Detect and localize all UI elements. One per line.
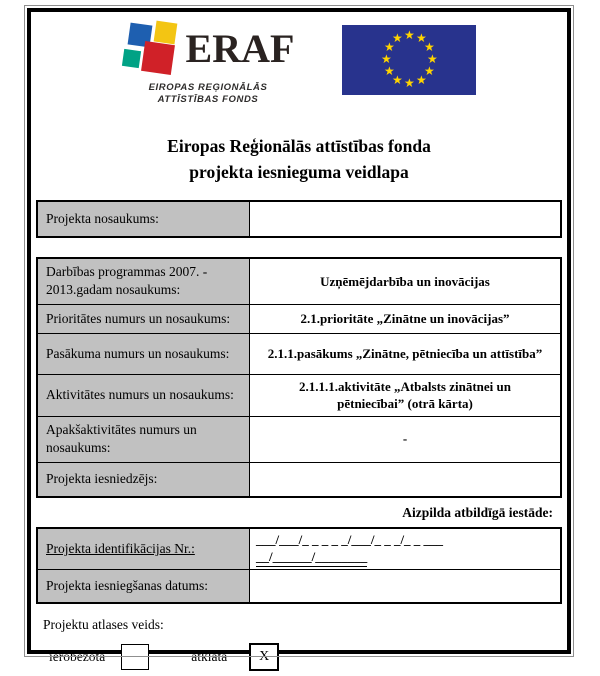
field-value-identifikacijas-nr[interactable] xyxy=(250,529,560,569)
field-label-iesniegsanas-datums: Projekta iesniegšanas datums: xyxy=(38,569,250,602)
field-value-pasakums: 2.1.1.pasākums „Zinātne, pētniecība un attīstība” xyxy=(250,333,560,374)
field-value-darbibas-programma: Uzņēmējdarbība un inovācijas xyxy=(320,273,490,289)
checkbox-atklata[interactable]: X xyxy=(249,643,279,671)
eraf-green-square-icon xyxy=(121,49,140,68)
star-icon: ★ xyxy=(424,40,435,54)
eraf-subtitle-line2: ATTĪSTĪBAS FONDS xyxy=(157,94,259,106)
responsible-authority-note: Aizpilda atbildīgā iestāde: xyxy=(402,504,553,520)
star-icon: ★ xyxy=(381,52,392,66)
field-label-identifikacijas-nr: Projekta identifikācijas Nr.: xyxy=(46,540,195,556)
page-title-line1: Eiropas Reģionālās attīstības fonda xyxy=(167,135,431,156)
star-icon: ★ xyxy=(392,73,403,87)
id-pattern-line1: ___/___/_ _ _ _ _/___/_ _ _/_ _ ___ xyxy=(256,531,444,547)
eraf-yellow-square-icon xyxy=(153,21,177,45)
star-icon: ★ xyxy=(427,52,438,66)
eraf-subtitle-line1: EIROPAS REĢIONĀLĀS xyxy=(148,82,268,93)
field-value-aktivitate: 2.1.1.1.aktivitāte „Atbalsts zinātnei un pētniecībai” (otrā kārta) xyxy=(250,374,560,416)
form-sheet xyxy=(27,8,571,664)
eraf-logo xyxy=(122,22,295,107)
star-icon: ★ xyxy=(416,31,427,45)
star-icon: ★ xyxy=(392,31,403,45)
option-label-atklata: atklāta xyxy=(191,648,228,664)
table-programme-details xyxy=(36,257,562,498)
field-label-darbibas-programma: Darbības programmas 2007. - 2013.gadam nosaukums: xyxy=(38,259,250,303)
field-value-projekta-nosaukums[interactable] xyxy=(250,202,560,236)
field-label-prioritate: Prioritātes numurs un nosaukums: xyxy=(38,304,250,333)
field-label-apaksaktivitate: Apakšaktivitātes numurs un nosaukums: xyxy=(38,416,250,462)
header xyxy=(35,22,563,107)
selection-options xyxy=(49,643,563,671)
star-icon: ★ xyxy=(384,64,395,78)
selection-type-heading: Projektu atlases veids: xyxy=(43,616,164,632)
table-identification xyxy=(36,527,562,604)
eraf-red-square-icon xyxy=(141,41,175,75)
star-icon: ★ xyxy=(404,76,415,90)
star-icon: ★ xyxy=(384,40,395,54)
page-title xyxy=(35,133,563,186)
star-icon: ★ xyxy=(404,28,415,42)
page-title-line2: projekta iesnieguma veidlapa xyxy=(189,161,409,182)
option-label-ierobezota: ierobežota xyxy=(49,648,106,664)
field-label-projekta-iesniedzejs: Projekta iesniedzējs: xyxy=(38,462,250,496)
field-value-iesniegsanas-datums[interactable] xyxy=(250,569,560,602)
eu-flag-icon xyxy=(342,25,476,95)
eraf-logo-icon xyxy=(122,22,182,76)
eraf-subtitle xyxy=(149,82,268,107)
id-pattern-line2: __/______/________ xyxy=(256,548,367,567)
field-label-projekta-nosaukums: Projekta nosaukums: xyxy=(38,202,250,236)
star-icon: ★ xyxy=(416,73,427,87)
field-value-apaksaktivitate: - xyxy=(250,416,560,462)
field-label-pasakums: Pasākuma numurs un nosaukums: xyxy=(38,333,250,374)
eraf-wordmark: ERAF xyxy=(185,26,295,71)
star-icon: ★ xyxy=(424,64,435,78)
field-value-prioritate: 2.1.prioritāte „Zinātne un inovācijas” xyxy=(250,304,560,333)
field-value-projekta-iesniedzejs[interactable] xyxy=(250,462,560,496)
table-project-name xyxy=(36,200,562,238)
checkbox-ierobezota[interactable] xyxy=(121,644,149,670)
field-label-aktivitate: Aktivitātes numurs un nosaukums: xyxy=(38,374,250,416)
